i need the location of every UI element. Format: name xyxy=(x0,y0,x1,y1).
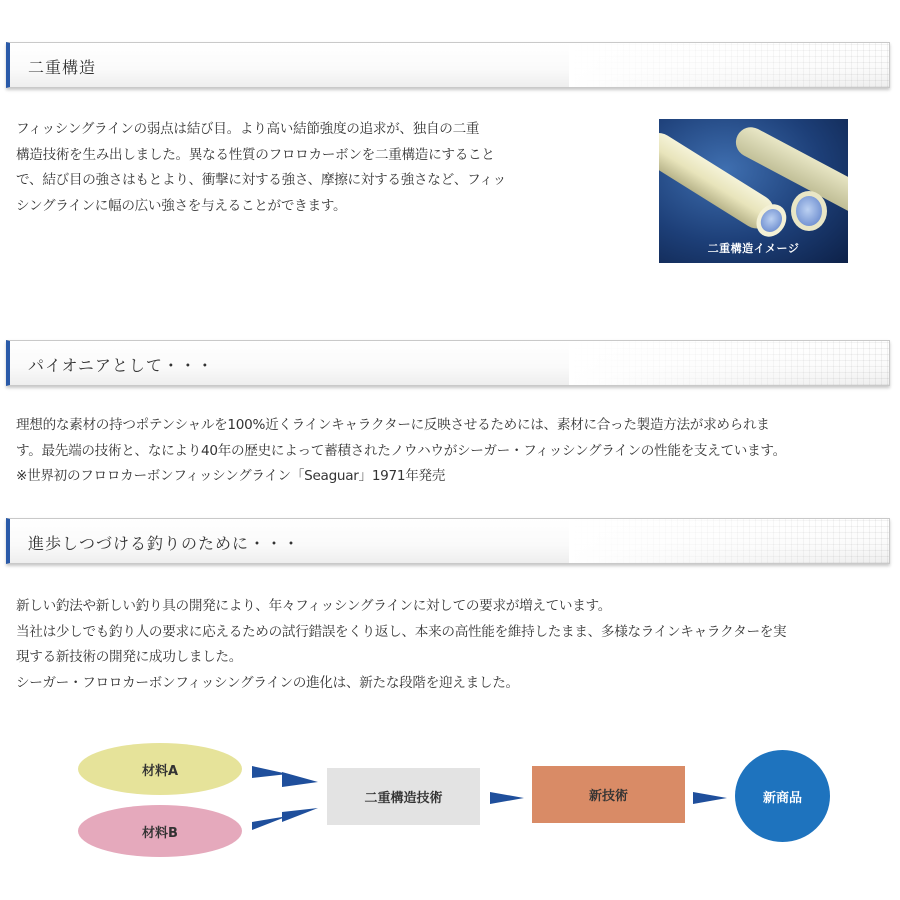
section-header-progress xyxy=(6,518,890,564)
progress-text xyxy=(16,594,890,696)
section-header-pioneer xyxy=(6,340,890,386)
text-line: 構造技術を生み出しました。異なる性質のフロロカーボンを二重構造にすること xyxy=(16,146,495,163)
image-caption: 二重構造イメージ xyxy=(707,242,800,255)
arrow-new-tech-to-product-icon xyxy=(693,790,729,806)
material-a-label: 材料A xyxy=(141,763,179,779)
double-tech-label: 二重構造技術 xyxy=(364,791,443,806)
text-line: 現する新技術の開発に成功しました。 xyxy=(16,649,242,665)
new-product-label: 新商品 xyxy=(762,790,802,806)
section-title: 二重構造 xyxy=(28,58,97,77)
arrow-a-to-double-icon xyxy=(250,760,320,790)
text-line: シングラインに幅の広い強さを与えることができます。 xyxy=(16,197,347,214)
material-a-ellipse xyxy=(78,743,242,795)
text-line: フィッシングラインの弱点は結び目。より高い結節強度の追求が、独自の二重 xyxy=(16,121,480,137)
material-b-label: 材料B xyxy=(142,825,178,841)
text-line: 新しい釣法や新しい釣り具の開発により、年々フィッシングラインに対しての要求が増えています。 xyxy=(16,598,612,614)
text-line: で、結び目の強さはもとより、衝撃に対する強さ、摩擦に対する強さなど、フィッ xyxy=(16,172,506,188)
arrow-b-to-double-icon xyxy=(250,806,320,836)
double-tech-box xyxy=(327,768,480,825)
double-structure-text xyxy=(16,117,646,219)
text-line: ※世界初のフロロカーボンフィッシングライン「Seaguar」1971年発売 xyxy=(16,468,446,484)
section-title: 進歩しつづける釣りのために・・・ xyxy=(28,534,301,553)
section-header-double-structure xyxy=(6,42,890,88)
text-line: 理想的な素材の持つポテンシャルを100%近くラインキャラクターに反映させるためには、素材に合った製造方法が求められま xyxy=(16,417,770,433)
arrow-double-to-new-tech-icon xyxy=(490,790,526,806)
section-title: パイオニアとして・・・ xyxy=(28,356,214,375)
text-line: シーガー・フロロカーボンフィッシングラインの進化は、新たな段階を迎えました。 xyxy=(16,674,519,691)
material-b-ellipse xyxy=(78,805,242,857)
pioneer-text xyxy=(16,413,890,490)
double-structure-image xyxy=(659,119,848,263)
new-product-circle xyxy=(735,750,830,842)
text-line: す。最先端の技術と、なにより40年の歴史によって蓄積されたノウハウがシーガー・フィッシングラインの性能を支えています。 xyxy=(16,442,786,459)
new-tech-box xyxy=(532,766,685,823)
new-tech-label: 新技術 xyxy=(588,789,628,804)
text-line: 当社は少しでも釣り人の要求に応えるための試行錯誤をくり返し、本来の高性能を維持したまま、多様なラインキャラクターを実 xyxy=(16,623,787,640)
